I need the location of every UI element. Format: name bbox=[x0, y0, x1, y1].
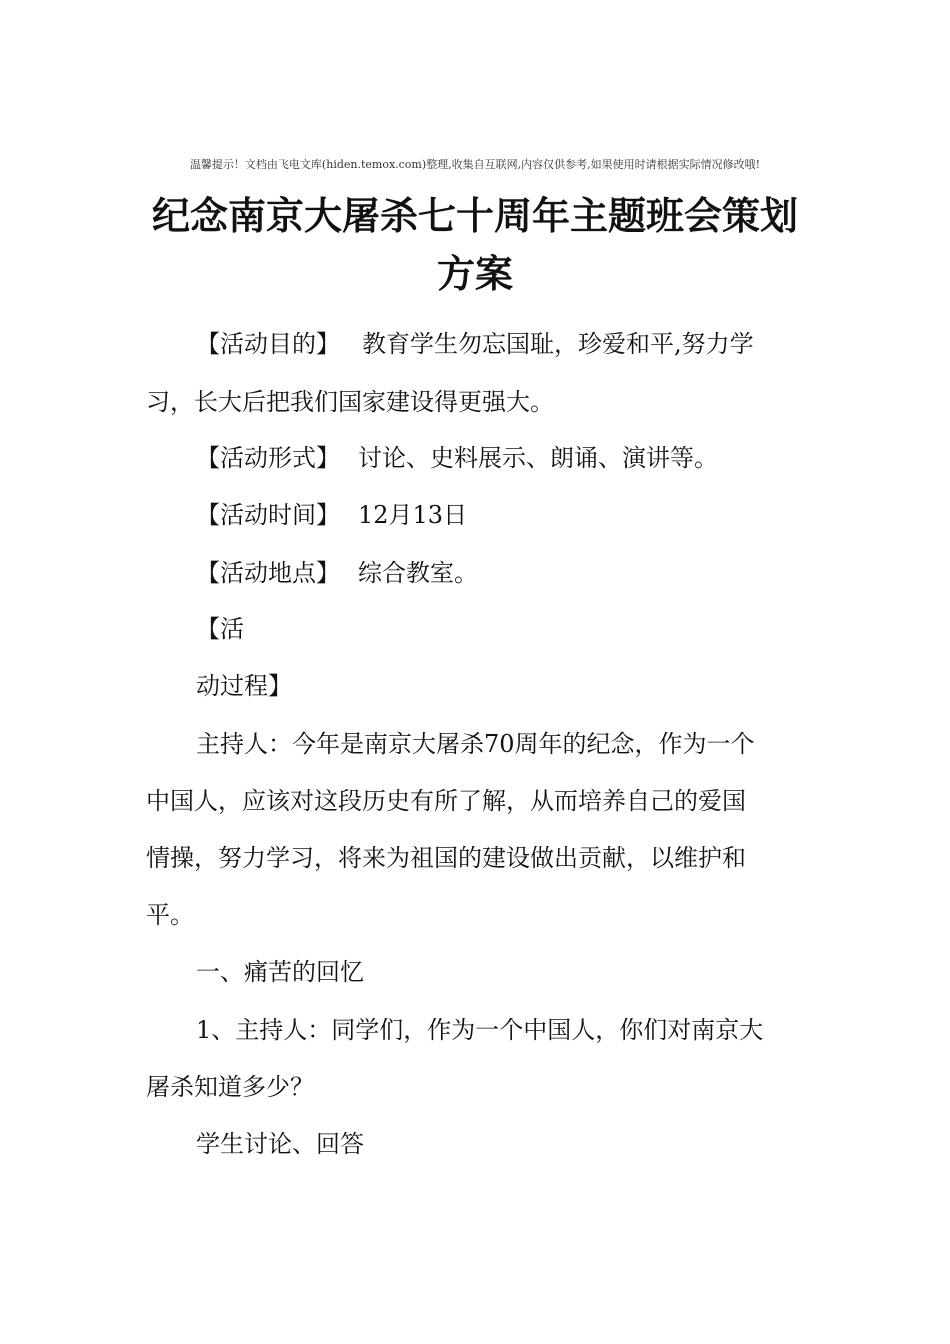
section-1-heading: 一、痛苦的回忆 bbox=[196, 958, 364, 986]
form-label: 【活动形式】 bbox=[196, 444, 340, 472]
section-1-question-line-2: 屠杀知道多少？ bbox=[146, 1073, 314, 1101]
time-line bbox=[196, 498, 467, 532]
host-intro-line-2: 中国人，应该对这段历史有所了解，从而培养自己的爱国 bbox=[146, 787, 746, 815]
section-1-answer: 学生讨论、回答 bbox=[196, 1130, 364, 1158]
time-value: 12月13日 bbox=[358, 501, 468, 529]
section-1-question-line-1: 1、主持人：同学们，作为一个中国人，你们对南京大 bbox=[196, 1016, 764, 1044]
form-value: 讨论、史料展示、朗诵、演讲等。 bbox=[358, 444, 718, 472]
purpose-line-2: 习，长大后把我们国家建设得更强大。 bbox=[146, 388, 554, 416]
host-intro-line-3: 情操，努力学习，将来为祖国的建设做出贡献，以维护和 bbox=[146, 844, 746, 872]
purpose-line-1 bbox=[196, 327, 754, 361]
host-intro-line-1: 主持人：今年是南京大屠杀70周年的纪念，作为一个 bbox=[196, 730, 755, 758]
place-line bbox=[196, 556, 478, 590]
place-value: 综合教室。 bbox=[358, 559, 478, 587]
process-label-part-2: 动过程】 bbox=[196, 672, 292, 700]
form-line bbox=[196, 441, 718, 475]
purpose-label: 【活动目的】 bbox=[196, 330, 340, 358]
host-intro-line-4: 平。 bbox=[146, 901, 194, 929]
purpose-text-1: 教育学生勿忘国耻，珍爱和平,努力学 bbox=[362, 330, 754, 358]
document-title-line-1: 纪念南京大屠杀七十周年主题班会策划 bbox=[151, 194, 798, 238]
place-label: 【活动地点】 bbox=[196, 559, 340, 587]
time-label: 【活动时间】 bbox=[196, 501, 340, 529]
process-label-part-1: 【活 bbox=[196, 615, 244, 643]
document-title-line-2: 方案 bbox=[436, 252, 513, 296]
watermark-notice: 温馨提示！文档由飞电文库(hiden.temox.com)整理,收集自互联网,内容仅供参考,如果使用时请根据实际情况修改哦! bbox=[189, 158, 761, 171]
